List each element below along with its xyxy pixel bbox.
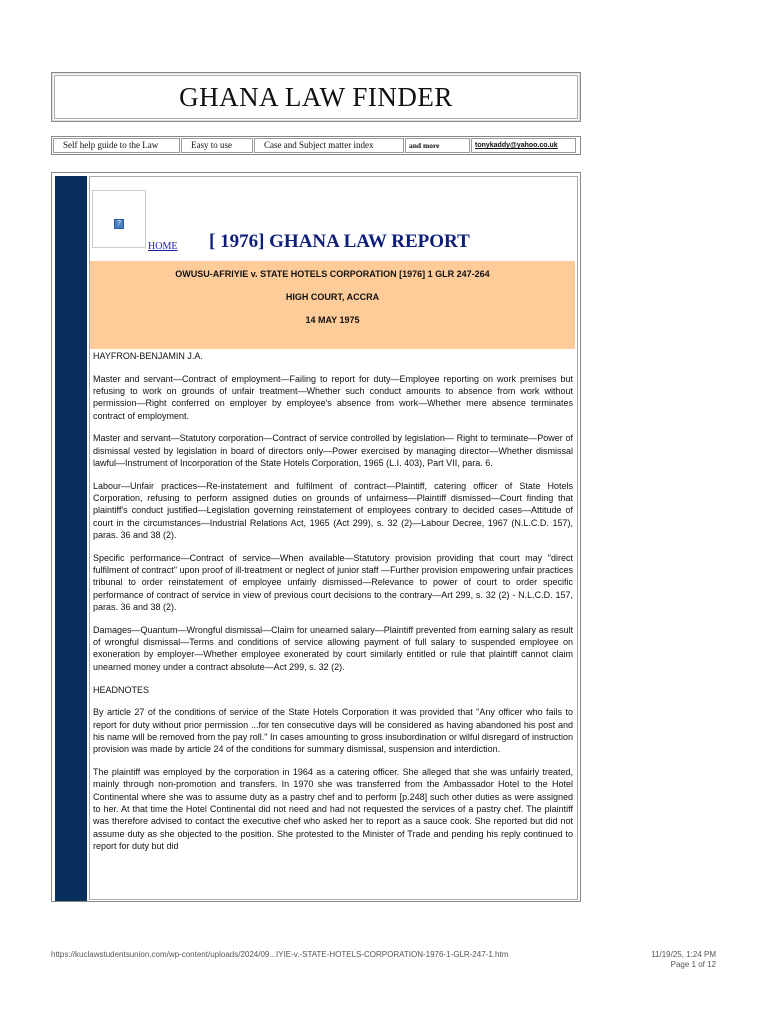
case-header <box>90 261 575 349</box>
site-title-inner <box>54 75 578 119</box>
judge-name: HAYFRON-BENJAMIN J.A. <box>93 351 203 361</box>
footer-page-number: Page 1 of 12 <box>670 960 716 969</box>
paragraph: By article 27 of the conditions of service of the State Hotels Corporation it was provided that "Any officer who fails to report for duty without prior permission ...for ten consecutive days will be considered as having abandoned his post and his name will be removed from the pay roll." In cases amounting to gross insubordination or wilful disregard of instruction provision was made by article 24 of the conditions for summary dismissal, suspension and interdiction. <box>93 707 573 755</box>
case-court: HIGH COURT, ACCRA <box>285 292 380 302</box>
content-area <box>89 176 578 900</box>
footer-url: https://kuclawstudentsunion.com/wp-content/uploads/2024/09...IYIE-v.-STATE-HOTELS-CORPORATION-1976-1-GLR-247-1.htm <box>51 950 509 959</box>
nav-bar <box>51 136 581 155</box>
paragraph: Damages—Quantum—Wrongful dismissal—Claim for unearned salary—Plaintiff prevented from earning salary as result of wrongful dismissal—Terms and conditions of service allowing payment of full salary to suspended employee on exoneration by employer—Whether employee exonerated by court similarly entitled or rule that plaintiff cannot claim unearned money under a contract absolute—Act 299, s. 32 (2). <box>93 624 573 672</box>
sidebar-bar <box>55 176 87 902</box>
broken-image-icon: ? <box>114 219 124 229</box>
nav-item-and-more[interactable]: and more <box>405 138 470 153</box>
case-body <box>93 350 573 863</box>
site-title: GHANA LAW FINDER <box>179 81 453 112</box>
main-frame <box>51 172 581 902</box>
nav-item-easy-to-use[interactable]: Easy to use <box>181 138 253 153</box>
footer-meta <box>651 950 716 970</box>
paragraph: Specific performance—Contract of service—When available—Statutory provision providing that court may "direct fulfilment of contract" upon proof of ill-treatment or neglect of junior staff —Further provision empowering unfair practices tribunal to order reinstatement of employee unfairly dismissed—Relevance to power of court to order specific performance of contract of service in view of previous court decisions to the contrary—Art 299, s. 32 (2) - N.L.C.D. 157, paras. 36 and 38 (2). <box>93 552 573 613</box>
footer-datetime: 11/19/25, 1:24 PM <box>651 950 716 959</box>
home-link[interactable]: HOME <box>148 241 178 252</box>
paragraph: Master and servant—Contract of employment—Failing to report for duty—Employee reporting on work premises but refusing to work on grounds of unfair treatment—Whether such conduct amounts to absence from work without permission—Right conferred on employer by employee's absence from work—Whether mere absence terminates contract of employment. <box>93 373 573 421</box>
nav-item-self-help[interactable]: Self help guide to the Law <box>53 138 180 153</box>
nav-item-email-link[interactable]: tonykaddy@yahoo.co.uk <box>471 138 576 153</box>
nav-item-case-index[interactable]: Case and Subject matter index <box>254 138 404 153</box>
paragraph: Labour—Unfair practices—Re-instatement and fulfilment of contract—Plaintiff, catering officer of State Hotels Corporation, refusing to perform assigned duties on grounds of unfairness—Plaintiff dismissed—Court finding that plaintiff's conduct justified—Legislation governing reinstatement of employees contrary to decided cases—Attitude of court in the circumstances—Industrial Relations Act, 1965 (Act 299), s. 32 (2)—Labour Decree, 1967 (N.L.C.D. 157), paras. 36 and 38 (2). <box>93 480 573 541</box>
paragraph: The plaintiff was employed by the corporation in 1964 as a catering officer. She alleged that she was unfairly treated, mainly through non-promotion and transfers. In 1970 she was transferred from the Ambassador Hotel to the Hotel Continental where she was to assume duty as a pastry chef and to perform [p.248] such other duties as were assigned to her. At that time the Hotel Continental did not need and had not requested the services of a pastry chef. The plaintiff was therefore advised to contact the executive chef who asked her to report as a sauce cook. She reported but did not assume duty as she objected to the position. She protested to the Minister of Trade and pending his reply continued to report for duty but did <box>93 767 573 851</box>
report-title: [ 1976] GHANA LAW REPORT <box>209 231 470 252</box>
paragraph: Master and servant—Statutory corporation—Contract of service controlled by legislation— Right to terminate—Power of dismissal vested by legislation in board of directors only—Power exercised by managing director—Whether dismissal lawful—Instrument of Incorporation of the State Hotels Corporation, 1965 (L.I. 403), Part VII, para. 6. <box>93 433 573 469</box>
headnotes-heading: HEADNOTES <box>93 684 150 695</box>
case-citation: OWUSU-AFRIYIE v. STATE HOTELS CORPORATION [1976] 1 GLR 247-264 <box>175 269 490 279</box>
case-date: 14 MAY 1975 <box>305 315 360 325</box>
site-title-box <box>51 72 581 122</box>
